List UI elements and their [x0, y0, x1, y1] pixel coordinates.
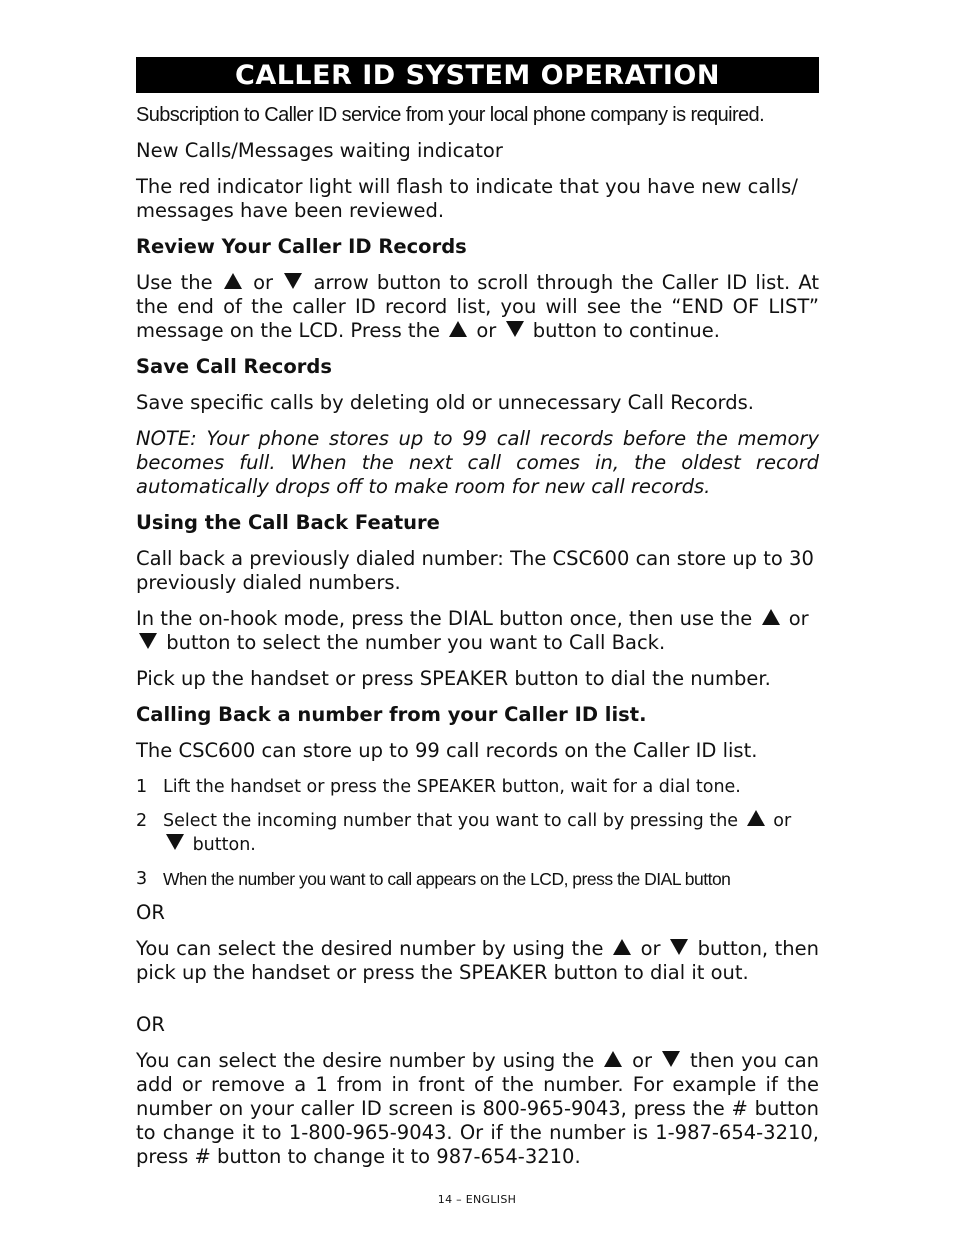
- callerid-back-heading: Calling Back a number from your Caller ID list.: [136, 703, 647, 726]
- down-arrow-icon: [165, 833, 185, 851]
- spacer: [136, 997, 819, 1013]
- review-text: [136, 271, 819, 343]
- step-text: When the number you want to call appears on the LCD, press the DIAL button: [163, 869, 731, 889]
- steps-list: [136, 775, 819, 891]
- up-arrow-icon: [761, 608, 781, 626]
- review-text-5: button to continue.: [532, 319, 720, 342]
- indicator-text: The red indicator light will flash to indicate that you have new calls/ messages have been reviewed.: [136, 175, 798, 222]
- callback-text-1: Call back a previously dialed number: The CSC600 can store up to 30 previously dialed numbers.: [136, 547, 814, 594]
- page-title: CALLER ID SYSTEM OPERATION: [136, 57, 819, 93]
- review-heading: Review Your Caller ID Records: [136, 235, 467, 258]
- down-arrow-icon: [283, 272, 303, 290]
- manual-page: [136, 57, 819, 1181]
- step-text-a: Select the incoming number that you want to call by pressing the: [163, 811, 739, 831]
- callback-heading: Using the Call Back Feature: [136, 511, 440, 534]
- alt1-text-b: or: [640, 937, 661, 960]
- alt1-text-a: You can select the desired number by using the: [136, 937, 604, 960]
- review-text-2: or: [253, 271, 274, 294]
- list-item: [136, 809, 819, 857]
- review-text-1: Use the: [136, 271, 213, 294]
- down-arrow-icon: [669, 938, 689, 956]
- save-note: NOTE: Your phone stores up to 99 call records before the memory becomes full. When the next call comes in, the oldest record automatically drops off to make room for new call records.: [136, 427, 819, 498]
- callerid-back-text: The CSC600 can store up to 99 call records on the Caller ID list.: [136, 739, 758, 762]
- list-item: [136, 775, 819, 799]
- alt2-text-c: then you can add or remove a 1 from in front of the number. For example if the number on your caller ID screen is 800-965-9043, press the # button to change it to 1-800-965-9043. Or if the number is 1-987-654-3210, press # button to change it to 987-654-3210.: [136, 1049, 820, 1168]
- step-text: Lift the handset or press the SPEAKER button, wait for a dial tone.: [163, 777, 741, 797]
- step-text: [163, 809, 819, 857]
- step-text-c: button.: [192, 835, 256, 855]
- save-heading: Save Call Records: [136, 355, 332, 378]
- callback-text-2a: In the on-hook mode, press the DIAL button once, then use the: [136, 607, 753, 630]
- down-arrow-icon: [505, 320, 525, 338]
- review-text-3: arrow button to scroll through the Caller ID list. At the end of the caller ID record list, you will see the “END OF LIST” message on the LCD. Press the: [136, 271, 820, 342]
- page-footer: 14 – ENGLISH: [437, 1193, 517, 1206]
- alternative-2: [136, 1049, 819, 1169]
- alt1-text-c: button, then pick up the handset or press the SPEAKER button to dial it out.: [136, 937, 820, 984]
- up-arrow-icon: [223, 272, 243, 290]
- indicator-label: New Calls/Messages waiting indicator: [136, 139, 503, 162]
- step-number: 3: [136, 869, 148, 889]
- up-arrow-icon: [612, 938, 632, 956]
- list-item: [136, 867, 819, 891]
- step-text-b: or: [773, 811, 792, 831]
- down-arrow-icon: [138, 632, 158, 650]
- callback-text-2b: or: [788, 607, 809, 630]
- down-arrow-icon: [661, 1050, 681, 1068]
- alternative-1: [136, 937, 819, 985]
- callback-text-3: Pick up the handset or press SPEAKER button to dial the number.: [136, 667, 771, 690]
- save-text: Save specific calls by deleting old or unnecessary Call Records.: [136, 391, 754, 414]
- step-number: 2: [136, 811, 148, 831]
- callback-text-2c: button to select the number you want to Call Back.: [166, 631, 666, 654]
- callback-text-2: [136, 607, 819, 655]
- review-text-4: or: [476, 319, 497, 342]
- step-number: 1: [136, 777, 148, 797]
- alt2-text-b: or: [632, 1049, 653, 1072]
- up-arrow-icon: [746, 809, 766, 827]
- or-separator-1: OR: [136, 901, 165, 924]
- up-arrow-icon: [603, 1050, 623, 1068]
- or-separator-2: OR: [136, 1013, 165, 1036]
- up-arrow-icon: [448, 320, 468, 338]
- subscription-note: Subscription to Caller ID service from your local phone company is required.: [136, 104, 765, 126]
- alt2-text-a: You can select the desire number by using the: [136, 1049, 595, 1072]
